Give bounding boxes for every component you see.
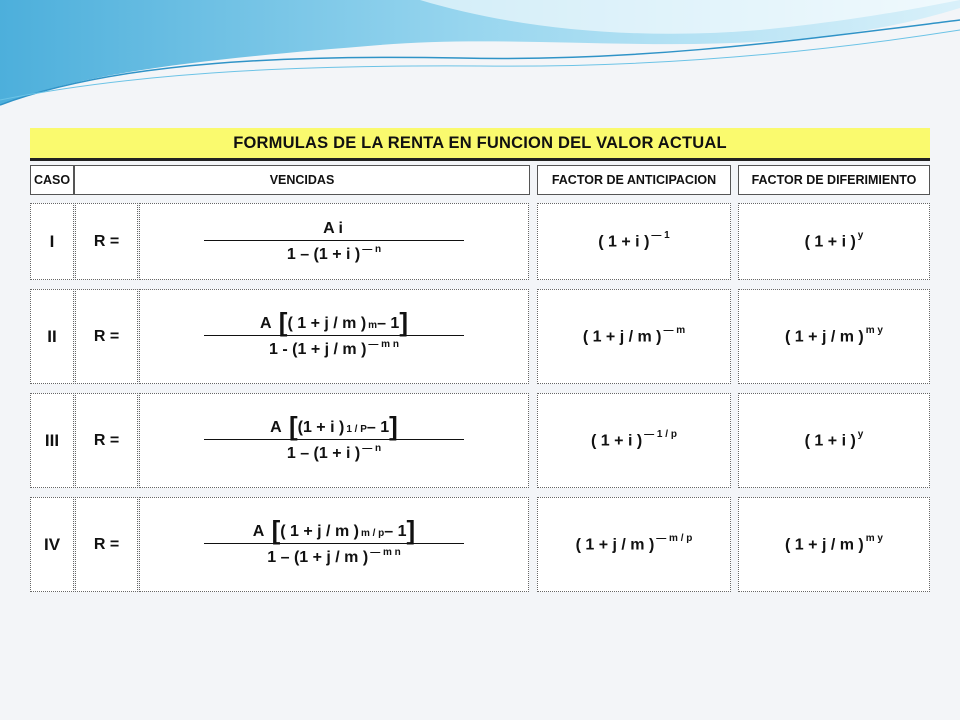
close-bracket: ] <box>389 410 398 441</box>
anticipation-base: ( 1 + i ) <box>598 233 650 251</box>
r-label: R = <box>93 535 120 553</box>
open-bracket: [ <box>281 410 298 441</box>
denominator-base: 1 – (1 + i ) <box>286 245 361 263</box>
anticipation-base: ( 1 + j / m ) <box>575 536 655 554</box>
anticipation-exponent: — 1 / p <box>644 428 677 440</box>
deferral-cell <box>738 497 930 592</box>
formula-denominator <box>269 338 399 371</box>
numerator-prefix: A <box>260 314 272 332</box>
deferral-cell <box>738 289 930 384</box>
denominator-exponent: — m n <box>370 546 401 558</box>
case-label: III <box>44 430 60 450</box>
formula-denominator <box>287 442 381 475</box>
formula-fraction <box>204 407 464 475</box>
deferral-cell <box>738 203 930 280</box>
anticipation-cell <box>537 393 731 488</box>
deferral-expression <box>804 428 864 450</box>
r-equals-cell <box>75 497 138 592</box>
deferral-expression <box>804 229 864 251</box>
formula-cell <box>139 497 529 592</box>
fraction-bar <box>204 543 464 544</box>
denominator-exponent: — n <box>362 243 382 255</box>
case-cell <box>30 289 74 384</box>
open-bracket: [ <box>264 514 281 545</box>
anticipation-exponent: — 1 <box>651 229 670 241</box>
deferral-cell <box>738 393 930 488</box>
header-caso: CASO <box>30 165 74 195</box>
header-diferimiento: FACTOR DE DIFERIMIENTO <box>738 165 930 195</box>
formula-cell <box>139 393 529 488</box>
table-title: FORMULAS DE LA RENTA EN FUNCION DEL VALOR ACTUAL <box>30 128 930 161</box>
denominator-base: 1 – (1 + i ) <box>286 444 361 462</box>
formula-fraction <box>204 208 464 276</box>
formula-denominator <box>267 546 401 579</box>
r-label: R = <box>93 232 120 250</box>
deferral-exponent: y <box>857 428 864 440</box>
case-cell <box>30 203 74 280</box>
r-label: R = <box>93 431 120 449</box>
r-equals-cell <box>75 289 138 384</box>
case-label: IV <box>43 534 61 554</box>
header-anticipacion: FACTOR DE ANTICIPACION <box>537 165 731 195</box>
formula-fraction <box>204 511 464 579</box>
formula-numerator <box>252 511 416 545</box>
anticipation-exponent: — m / p <box>656 532 693 544</box>
r-equals-cell <box>75 393 138 488</box>
deferral-base: ( 1 + j / m ) <box>785 536 864 554</box>
numerator-base: ( 1 + j / m ) <box>287 314 367 332</box>
anticipation-base: ( 1 + i ) <box>591 432 643 450</box>
close-bracket: ] <box>399 306 408 337</box>
open-bracket: [ <box>271 306 288 337</box>
formula-denominator <box>287 243 381 276</box>
denominator-base: 1 - (1 + j / m ) <box>269 340 367 358</box>
anticipation-cell <box>537 497 731 592</box>
case-label: I <box>49 231 55 251</box>
deferral-base: ( 1 + i ) <box>804 233 856 251</box>
numerator-prefix: A <box>270 418 282 436</box>
numerator-suffix: – 1 <box>377 314 400 332</box>
anticipation-expression <box>575 532 693 554</box>
numerator-prefix: A i <box>323 219 343 237</box>
decorative-swoosh <box>0 0 960 110</box>
deferral-base: ( 1 + j / m ) <box>785 328 864 346</box>
deferral-expression <box>785 532 883 554</box>
anticipation-expression <box>582 324 686 346</box>
fraction-bar <box>204 240 464 241</box>
header-vencidas: VENCIDAS <box>74 165 530 195</box>
denominator-exponent: — n <box>362 442 382 454</box>
numerator-base: ( 1 + j / m ) <box>280 522 359 540</box>
fraction-bar <box>204 335 464 336</box>
numerator-suffix: – 1 <box>384 522 407 540</box>
denominator-exponent: — m n <box>368 338 399 350</box>
close-bracket: ] <box>406 514 416 545</box>
formula-numerator <box>260 303 408 337</box>
r-label: R = <box>93 327 120 345</box>
formula-numerator <box>270 407 398 441</box>
deferral-exponent: m y <box>865 532 883 544</box>
deferral-exponent: y <box>857 229 864 241</box>
anticipation-expression <box>598 229 670 251</box>
deferral-base: ( 1 + i ) <box>804 432 856 450</box>
fraction-bar <box>204 439 464 440</box>
numerator-base: (1 + i ) <box>297 418 345 436</box>
numerator-exponent: m <box>368 319 378 331</box>
case-cell <box>30 393 74 488</box>
numerator-prefix: A <box>252 522 265 540</box>
deferral-expression <box>785 324 883 346</box>
case-label: II <box>47 326 57 346</box>
anticipation-expression <box>591 428 677 450</box>
anticipation-exponent: — m <box>663 324 686 336</box>
numerator-exponent: m / p <box>360 527 385 539</box>
deferral-exponent: m y <box>865 324 883 336</box>
r-equals-cell <box>75 203 138 280</box>
anticipation-base: ( 1 + j / m ) <box>582 328 662 346</box>
anticipation-cell <box>537 203 731 280</box>
case-cell <box>30 497 74 592</box>
formula-cell <box>139 203 529 280</box>
formula-numerator <box>323 208 345 238</box>
denominator-base: 1 – (1 + j / m ) <box>267 548 369 566</box>
numerator-exponent: 1 / P <box>346 423 367 435</box>
formula-fraction <box>204 303 464 371</box>
anticipation-cell <box>537 289 731 384</box>
formula-cell <box>139 289 529 384</box>
numerator-suffix: – 1 <box>366 418 390 436</box>
